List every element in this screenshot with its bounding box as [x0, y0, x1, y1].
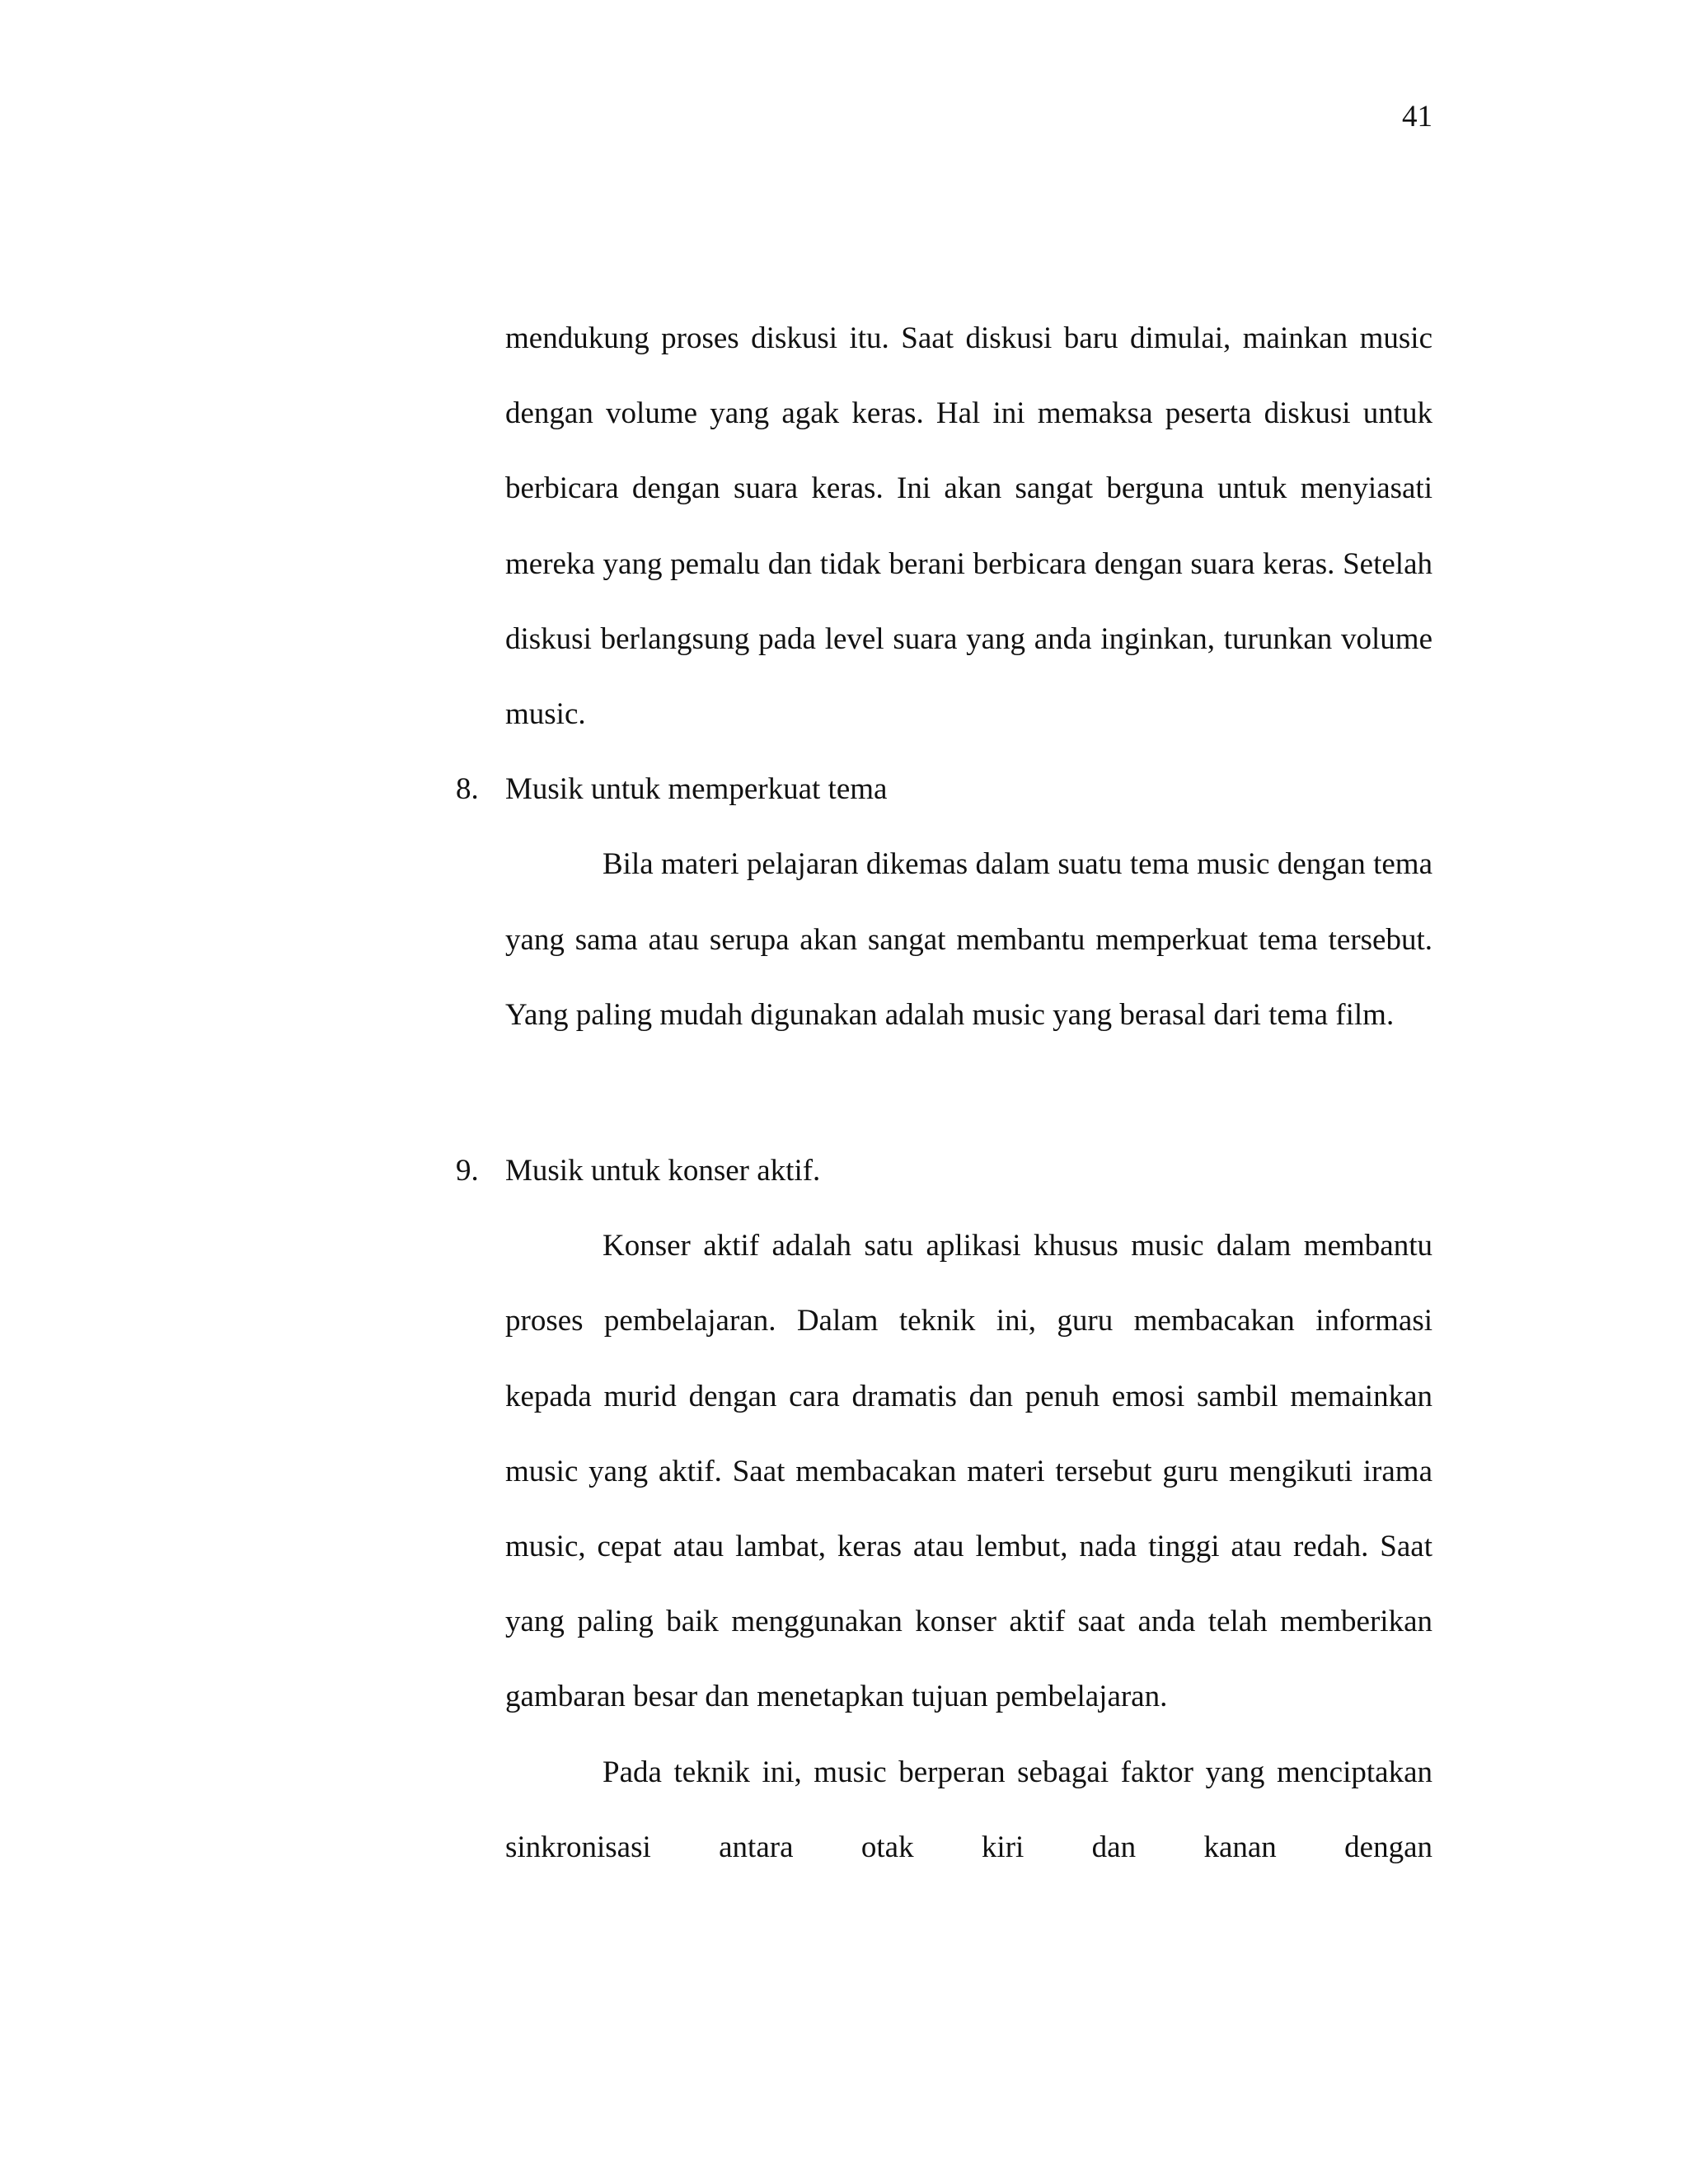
continuation-paragraph: mendukung proses diskusi itu. Saat diskusi baru dimulai, mainkan music dengan volume yang agak keras. Hal ini memaksa peserta diskusi untuk berbicara dengan suara keras. Ini akan sangat berguna untuk menyiasati mereka yang pemalu dan tidak berani berbicara dengan suara keras. Setelah diskusi berlangsung pada level suara yang anda inginkan, turunkan volume music. [505, 321, 1432, 732]
body-text-top [456, 301, 1432, 1052]
list-number: 8. [456, 772, 479, 807]
body-text-bottom [456, 1133, 1432, 1885]
list-number: 9. [456, 1154, 479, 1188]
page-number: 41 [1402, 100, 1432, 134]
list-item-9 [456, 1133, 1432, 1208]
body-paragraph: Konser aktif adalah satu aplikasi khusus music dalam membantu proses pembelajaran. Dalam teknik ini, guru membacakan informasi kepada murid dengan cara dramatis dan penuh emosi sambil memainkan music yang aktif. Saat membacakan materi tersebut guru mengikuti irama music, cepat atau lambat, keras atau lembut, nada tinggi atau redah. Saat yang paling baik menggunakan konser aktif saat anda telah memberikan gambaran besar dan menetapkan tujuan pembelajaran. [505, 1229, 1432, 1714]
list-item-title: Musik untuk konser aktif. [505, 1154, 821, 1188]
list-item-8 [456, 752, 1432, 827]
body-paragraph-continued: Pada teknik ini, music berperan sebagai faktor yang menciptakan sinkronisasi antara otak kiri dan kanan dengan [505, 1755, 1432, 1864]
body-paragraph: Bila materi pelajaran dikemas dalam suatu tema music dengan tema yang sama atau serupa akan sangat membantu memperkuat tema tersebut. Yang paling mudah digunakan adalah music yang berasal dari tema film. [505, 847, 1432, 1032]
list-item-title: Musik untuk memperkuat tema [505, 772, 888, 807]
